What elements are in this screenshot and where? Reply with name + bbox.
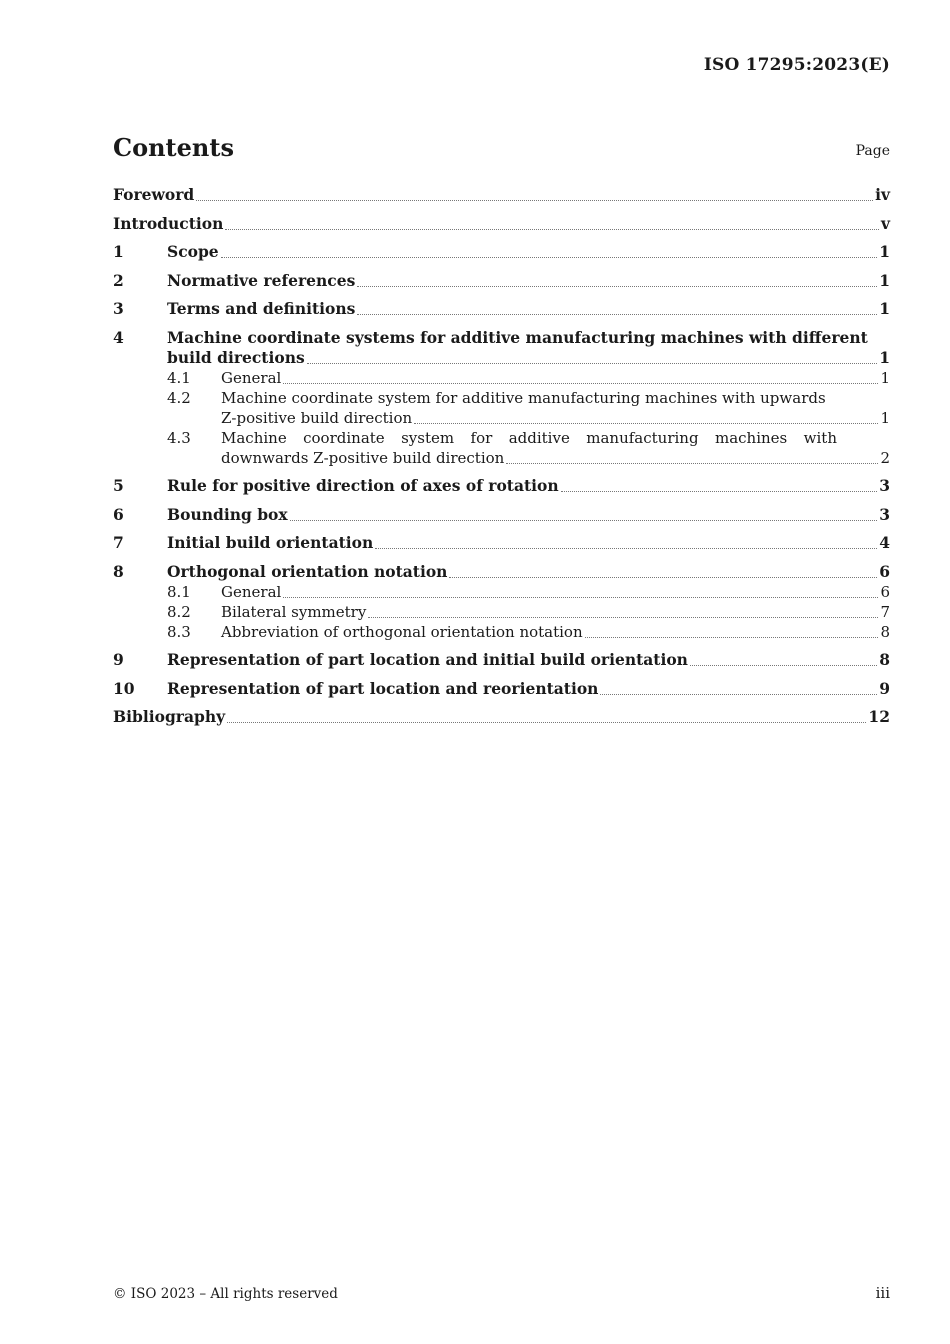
toc-entry-number: 2 xyxy=(113,270,124,290)
toc-entry-5[interactable] xyxy=(113,476,890,496)
page-column-label: Page xyxy=(855,143,890,159)
dot-leader xyxy=(368,616,878,618)
toc-entry-number: 8.3 xyxy=(167,622,191,641)
toc-entry-7[interactable] xyxy=(113,533,890,553)
toc-entry-page: 8 xyxy=(879,650,890,669)
dot-leader xyxy=(449,576,877,578)
toc-entry-title-line1: Machine coordinate system for additive manufacturing machines with upwards xyxy=(221,388,826,407)
toc-entry-number: 7 xyxy=(113,533,124,552)
toc-entry-title: General xyxy=(221,368,282,387)
dot-leader xyxy=(600,693,877,695)
dot-leader xyxy=(561,490,878,492)
toc-entry-4-2[interactable] xyxy=(113,388,890,428)
toc-entry-title: Scope xyxy=(167,242,219,261)
table-of-contents xyxy=(113,185,890,736)
toc-entry-title-line2: Z-positive build direction xyxy=(221,408,413,427)
toc-entry-introduction[interactable] xyxy=(113,214,890,234)
toc-entry-number: 3 xyxy=(113,299,124,318)
dot-leader xyxy=(225,228,879,230)
toc-entry-3[interactable] xyxy=(113,299,890,319)
toc-entry-title: Normative references xyxy=(167,270,356,290)
toc-entry-number: 4.3 xyxy=(167,428,191,447)
toc-entry-page: 8 xyxy=(880,622,890,641)
toc-entry-title: Representation of part location and reorientation xyxy=(167,678,599,698)
toc-entry-page: 6 xyxy=(879,561,890,581)
toc-entry-page: 1 xyxy=(879,242,890,261)
document-id: ISO 17295:2023(E) xyxy=(703,55,890,75)
copyright-notice: © ISO 2023 – All rights reserved xyxy=(113,1286,338,1302)
toc-entry-page: 7 xyxy=(880,602,890,621)
dot-leader xyxy=(196,199,873,201)
toc-entry-8-1[interactable] xyxy=(113,582,890,602)
toc-entry-number: 4.2 xyxy=(167,388,191,407)
toc-entry-page: 1 xyxy=(879,299,890,318)
toc-entry-8-2[interactable] xyxy=(113,602,890,622)
toc-entry-page: 9 xyxy=(879,678,890,698)
dot-leader xyxy=(414,422,878,424)
toc-entry-title: Bounding box xyxy=(167,504,288,524)
contents-heading: Contents xyxy=(113,133,234,162)
dot-leader xyxy=(227,721,866,723)
toc-entry-8[interactable] xyxy=(113,562,890,582)
toc-entry-title: Orthogonal orientation notation xyxy=(167,561,448,581)
toc-entry-page: 3 xyxy=(879,476,890,495)
toc-entry-4-1[interactable] xyxy=(113,368,890,388)
toc-entry-4-3[interactable] xyxy=(113,428,890,468)
toc-entry-title: Bibliography xyxy=(113,707,226,726)
toc-entry-page: 1 xyxy=(879,270,890,290)
toc-entry-2[interactable] xyxy=(113,271,890,291)
dot-leader xyxy=(283,382,878,384)
toc-entry-number: 4 xyxy=(113,327,124,347)
toc-entry-title: Initial build orientation xyxy=(167,533,374,552)
toc-entry-number: 6 xyxy=(113,504,124,524)
dot-leader xyxy=(375,547,877,549)
toc-entry-bibliography[interactable] xyxy=(113,707,890,727)
toc-entry-title: Representation of part location and initial build orientation xyxy=(167,650,688,669)
toc-entry-title-line1: Machine coordinate systems for additive manufacturing machines with different xyxy=(167,327,868,347)
toc-entry-foreword[interactable] xyxy=(113,185,890,205)
toc-entry-number: 4.1 xyxy=(167,368,191,387)
toc-entry-title: Terms and definitions xyxy=(167,299,356,318)
toc-entry-page: 12 xyxy=(868,707,890,726)
toc-entry-4[interactable] xyxy=(113,328,890,368)
toc-entry-1[interactable] xyxy=(113,242,890,262)
toc-entry-title: Bilateral symmetry xyxy=(221,602,367,621)
toc-entry-page: 4 xyxy=(879,533,890,552)
toc-entry-number: 5 xyxy=(113,476,124,495)
toc-entry-number: 8.1 xyxy=(167,582,191,601)
toc-entry-page: 1 xyxy=(879,347,890,367)
toc-entry-page: 1 xyxy=(880,408,890,427)
toc-entry-title: Rule for positive direction of axes of rotation xyxy=(167,476,559,495)
toc-entry-page: iv xyxy=(875,185,890,204)
toc-entry-number: 8.2 xyxy=(167,602,191,621)
toc-entry-page: 2 xyxy=(880,448,890,467)
toc-entry-title: General xyxy=(221,582,282,601)
dot-leader xyxy=(690,664,877,666)
dot-leader xyxy=(290,519,878,521)
toc-entry-page: v xyxy=(880,213,890,233)
dot-leader xyxy=(357,313,877,315)
dot-leader xyxy=(357,285,877,287)
dot-leader xyxy=(506,462,878,464)
dot-leader xyxy=(283,596,878,598)
toc-entry-10[interactable] xyxy=(113,679,890,699)
toc-entry-6[interactable] xyxy=(113,505,890,525)
toc-entry-title-line1: Machine coordinate system for additive manufacturing machines with xyxy=(221,428,837,447)
toc-entry-number: 8 xyxy=(113,561,124,581)
toc-entry-title: Abbreviation of orthogonal orientation notation xyxy=(221,622,583,641)
toc-entry-number: 10 xyxy=(113,678,135,698)
toc-entry-title: Foreword xyxy=(113,185,195,204)
toc-entry-number: 9 xyxy=(113,650,124,669)
toc-entry-number: 1 xyxy=(113,242,124,261)
toc-entry-title: Introduction xyxy=(113,213,224,233)
dot-leader xyxy=(585,636,879,638)
dot-leader xyxy=(221,256,878,258)
toc-entry-title-line2: build directions xyxy=(167,347,305,367)
toc-entry-page: 3 xyxy=(879,504,890,524)
dot-leader xyxy=(307,362,878,364)
toc-entry-9[interactable] xyxy=(113,650,890,670)
toc-entry-title-line2: downwards Z-positive build direction xyxy=(221,448,505,467)
toc-entry-8-3[interactable] xyxy=(113,622,890,642)
page-number: iii xyxy=(875,1284,890,1302)
toc-entry-page: 1 xyxy=(880,368,890,387)
toc-entry-page: 6 xyxy=(880,582,890,601)
